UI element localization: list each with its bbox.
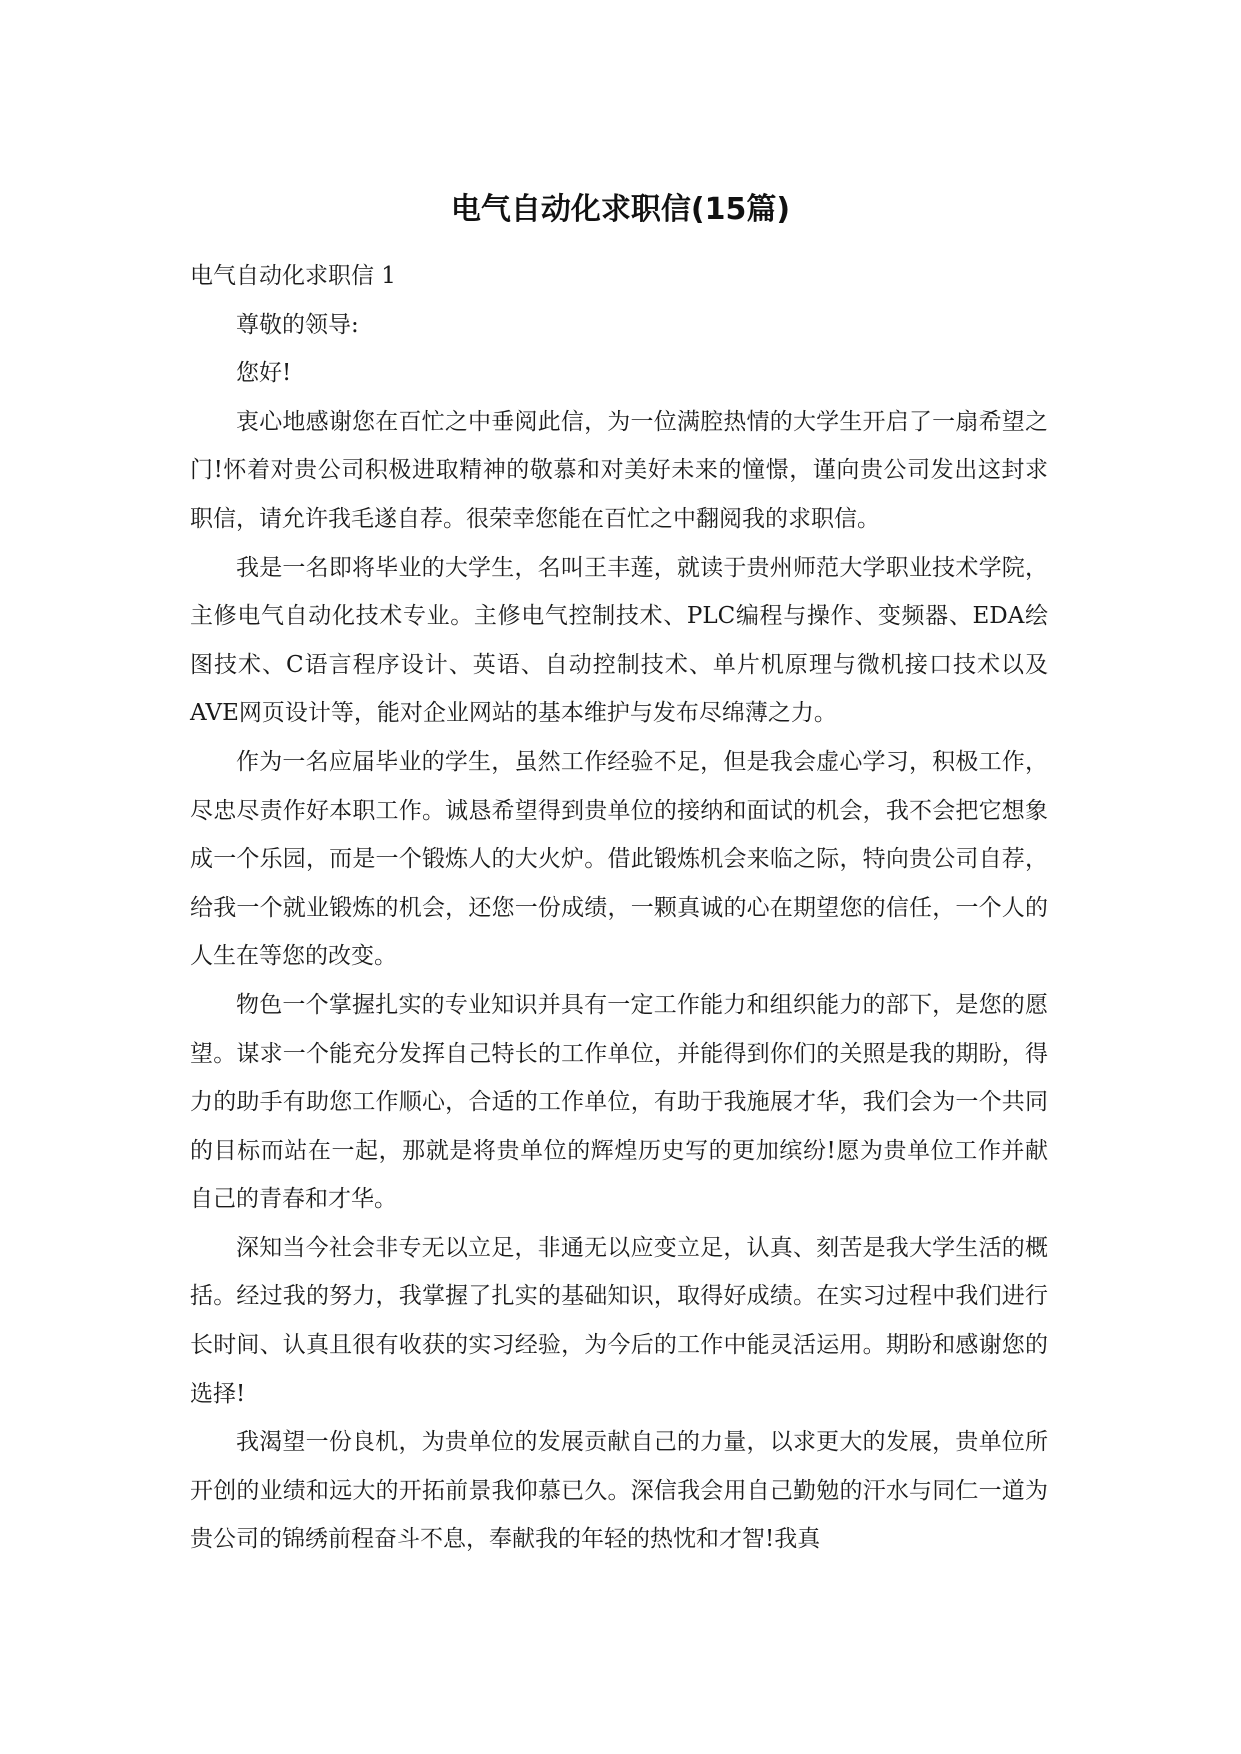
paragraph-thanks: 衷心地感谢您在百忙之中垂阅此信，为一位满腔热情的大学生开启了一扇希望之门!怀着对贵公司积极进取精神的敬慕和对美好未来的憧憬，谨向贵公司发出这封求职信，请允许我毛遂自荐。很荣幸您能在百忙之中翻阅我的求职信。 (190, 408, 1048, 532)
salutation: 尊敬的领导: (236, 311, 359, 338)
paragraph-aspiration: 物色一个掌握扎实的专业知识并具有一定工作能力和组织能力的部下，是您的愿望。谋求一个能充分发挥自己特长的工作单位，并能得到你们的关照是我的期盼，得力的助手有助您工作顺心，合适的工作单位，有助于我施展才华，我们会为一个共同的目标而站在一起，那就是将贵单位的辉煌历史写的更加缤纷!愿为贵单位工作并献自己的青春和才华。 (190, 991, 1048, 1213)
document-body (190, 252, 1048, 1564)
paragraph-introduction: 我是一名即将毕业的大学生，名叫王丰莲，就读于贵州师范大学职业技术学院，主修电气自动化技术专业。主修电气控制技术、PLC编程与操作、变频器、EDA绘图技术、C语言程序设计、英语、自动控制技术、单片机原理与微机接口技术以及AVE网页设计等，能对企业网站的基本维护与发布尽绵薄之力。 (190, 554, 1048, 727)
document-title: 电气自动化求职信(15篇) (450, 192, 791, 227)
section-heading: 电气自动化求职信 1 (190, 263, 396, 289)
paragraph-study: 深知当今社会非专无以立足，非通无以应变立足，认真、刻苦是我大学生活的概括。经过我的努力，我掌握了扎实的基础知识，取得好成绩。在实习过程中我们进行长时间、认真且很有收获的实习经验，为今后的工作中能灵活运用。期盼和感谢您的选择! (190, 1234, 1048, 1407)
greeting: 您好! (236, 360, 292, 387)
paragraph-attitude: 作为一名应届毕业的学生，虽然工作经验不足，但是我会虚心学习，积极工作，尽忠尽责作好本职工作。诚恳希望得到贵单位的接纳和面试的机会，我不会把它想象成一个乐园，而是一个锻炼人的大火炉。借此锻炼机会来临之际，特向贵公司自荐，给我一个就业锻炼的机会，还您一份成绩，一颗真诚的心在期望您的信任，一个人的人生在等您的改变。 (190, 748, 1048, 970)
paragraph-closing: 我渴望一份良机，为贵单位的发展贡献自己的力量，以求更大的发展，贵单位所开创的业绩和远大的开拓前景我仰慕已久。深信我会用自己勤勉的汗水与同仁一道为贵公司的锦绣前程奋斗不息，奉献我的年轻的热忱和才智!我真 (190, 1429, 1048, 1553)
